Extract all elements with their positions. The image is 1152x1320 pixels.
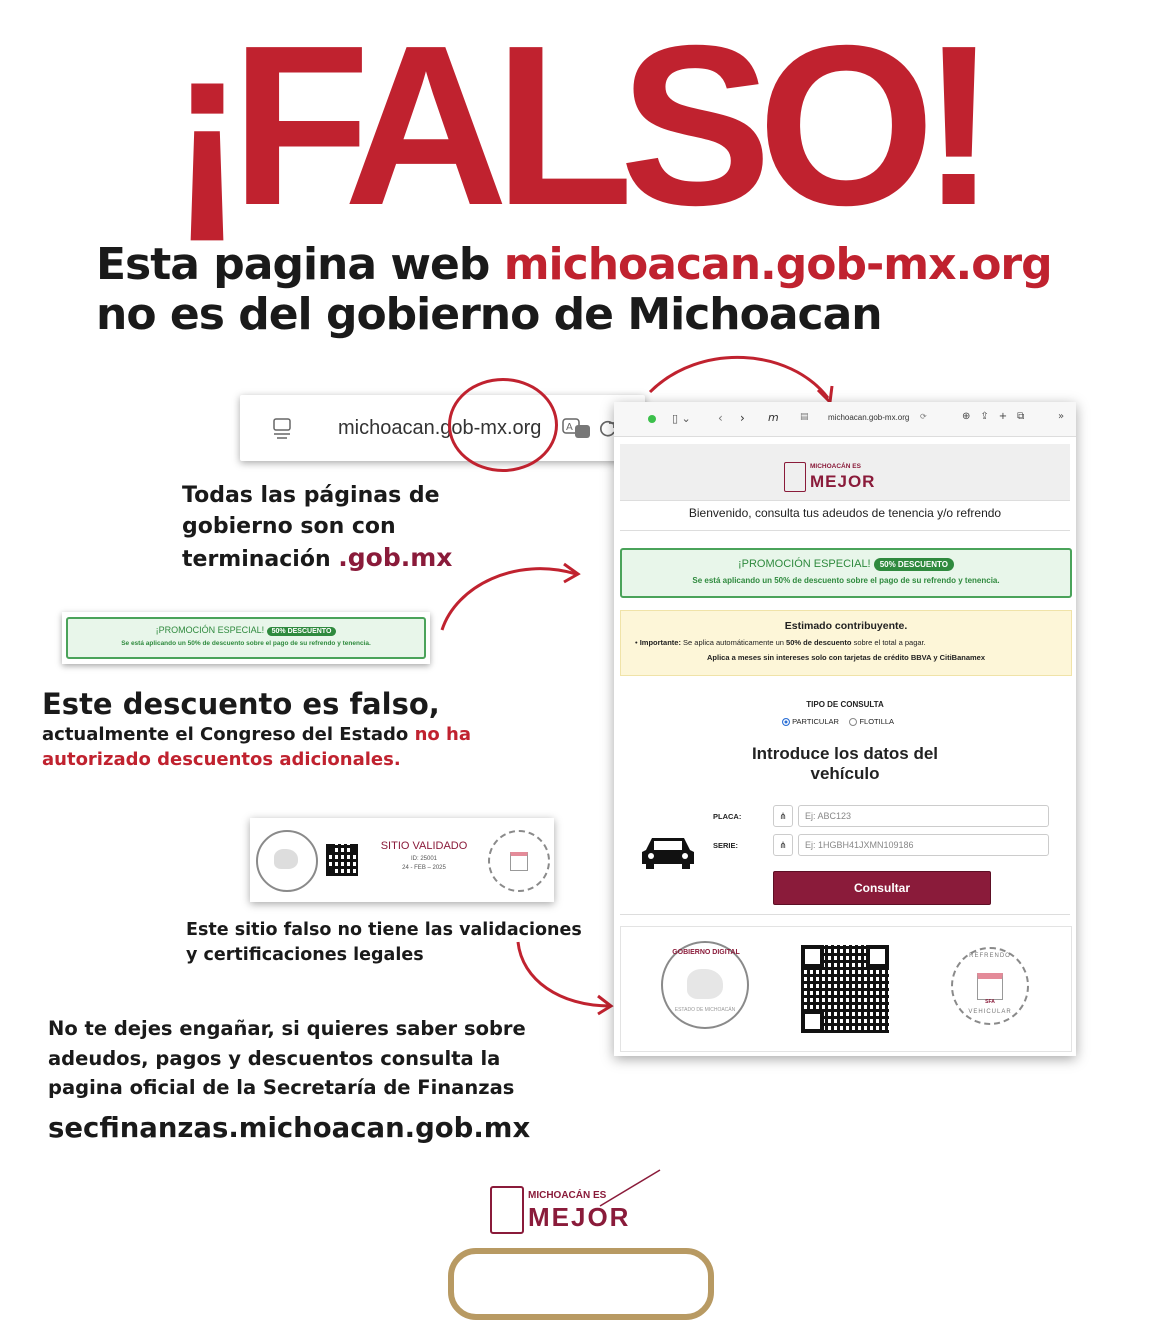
validated-screenshot [250, 818, 554, 902]
banner-title: ¡PROMOCIÓN ESPECIAL! [737, 558, 871, 570]
refrendo-seal-icon [488, 830, 550, 892]
site-logo-big: MEJOR [810, 472, 876, 491]
promo-title-row [68, 625, 424, 636]
map-shape-icon [274, 849, 298, 869]
promo-banner [620, 548, 1072, 598]
seal-left-bottom: ESTADO DE MICHOACÁN [674, 1007, 736, 1013]
consultar-button[interactable]: Consultar [773, 871, 991, 905]
car-icon [640, 832, 696, 874]
discount-title: Este descuento es falso [42, 687, 429, 721]
promo-title: ¡PROMOCIÓN ESPECIAL! [155, 625, 265, 635]
notice-line2: Aplica a meses sin intereses solo con tarjetas de crédito BBVA y CitiBanamex [706, 653, 986, 662]
translate-icon [562, 417, 592, 445]
state-shield-icon [784, 462, 806, 492]
reload-small-icon: ⟳ [920, 412, 927, 421]
refrendo-seal-large-icon [951, 947, 1029, 1025]
qr-code-icon [801, 945, 889, 1033]
official-url[interactable]: secfinanzas.michoacan.gob.mx [48, 1112, 531, 1144]
forward-icon: › [740, 411, 745, 425]
validated-date: 24 - FEB – 2025 [402, 865, 446, 871]
discount-title-row [42, 686, 471, 722]
notice-discount: 50% de descuento [786, 638, 852, 647]
divider-2 [620, 914, 1070, 915]
notice-important: Importante: [639, 638, 681, 647]
fake-url: michoacan.gob-mx.org [503, 239, 1052, 290]
notice-title: Estimado contribuyente. [784, 620, 908, 632]
serie-input[interactable]: Ej: 1HGBH41JXMN109186 [798, 834, 1049, 856]
gobierno-digital-seal-icon [256, 830, 318, 892]
domain-line1: Todas las páginas de [182, 483, 440, 508]
notice-text1: Se aplica automáticamente un [680, 638, 787, 647]
headline-prefix: Esta pagina web [96, 239, 504, 290]
placa-label: PLACA: [713, 812, 742, 821]
promo-text: Se está aplicando un 50% de descuento sobre el pago de su refrendo y tenencia. [121, 640, 371, 647]
arrow-top-icon [640, 350, 840, 410]
site-logo-small: MICHOACÁN ES [810, 463, 861, 470]
headline-line1 [96, 240, 1052, 290]
highlight-circle [448, 378, 558, 472]
qr-code-small-icon [326, 844, 358, 876]
notice-text2: sobre el total a pagar. [851, 638, 926, 647]
sidebar-toggle-icon: ▯ ⌄ [672, 412, 691, 425]
site-header [620, 444, 1070, 501]
seal-left-text: GOBIERNO DIGITAL [672, 949, 740, 956]
banner-text: Se está aplicando un 50% de descuento sobre el pago de su refrendo y tenencia. [692, 576, 1000, 585]
advice-line3: pagina oficial de la Secretaría de Finanzas [48, 1076, 515, 1099]
validated-id: ID: 25001 [410, 856, 438, 862]
url-text: michoacan.gob-mx.org [338, 417, 542, 439]
consult-options [782, 717, 894, 726]
falso-title: ¡FALSO! [169, 0, 983, 253]
arrow-middle-icon [436, 556, 586, 636]
page-small-icon: ▤ [800, 412, 809, 422]
svg-text:A: A [566, 422, 573, 433]
seal-right-bottom: VEHICULAR [968, 1009, 1012, 1015]
option-flotilla: FLOTILLA [859, 717, 895, 726]
banner-badge: 50% DESCUENTO [874, 558, 954, 571]
browser-url: michoacan.gob-mx.org [828, 413, 910, 422]
footer-logo-swoosh-icon [596, 1168, 662, 1208]
radio-flotilla[interactable] [849, 718, 857, 726]
notice-line1: • Importante: Se aplica automáticamente un 50% de descuento sobre el total a pagar. [635, 638, 926, 647]
headline-line2: no es del gobierno de Michoacan [96, 289, 882, 340]
consult-type-label: TIPO DE CONSULTA [806, 700, 884, 709]
promo-badge: 50% DESCUENTO [267, 627, 337, 636]
form-title-line2: vehículo [810, 764, 880, 783]
option-particular: PARTICULAR [792, 717, 839, 726]
plate-large-icon [977, 973, 1003, 1000]
seal-right-mid: SFA [985, 999, 995, 1005]
banner-title-row [622, 558, 1070, 571]
headline [96, 240, 1052, 340]
footer-shield-icon [490, 1186, 524, 1234]
advice-block [48, 1014, 526, 1103]
discount-annotation [42, 686, 471, 772]
state-map-icon [687, 969, 723, 999]
promo-box-mini [66, 617, 426, 659]
validated-text [374, 840, 474, 871]
url-bar-screenshot [240, 395, 645, 461]
divider [620, 530, 1070, 531]
fake-site-screenshot [614, 402, 1076, 1056]
domain-line3 [182, 542, 452, 575]
page-icon [272, 417, 292, 443]
discount-line2-prefix: actualmente el Congreso del Estado [42, 724, 415, 745]
toolbar-actions-icon: ⊕⇪+⧉ [962, 411, 1035, 422]
plate-icon [510, 852, 528, 871]
radio-particular[interactable] [782, 718, 790, 726]
overflow-icon: » [1058, 411, 1065, 422]
discount-line2-red: no ha [414, 724, 471, 745]
domain-suffix: .gob.mx [338, 543, 453, 572]
placa-prefix-icon: ⋔ [773, 805, 793, 827]
domain-line3-prefix: terminación [182, 547, 339, 572]
validation-line2: y certificaciones legales [186, 945, 424, 965]
form-title-line1: Introduce los datos del [751, 744, 939, 763]
serie-prefix-icon: ⋔ [773, 834, 793, 856]
footer-logo-small: MICHOACÁN ES [528, 1190, 607, 1201]
domain-annotation [182, 480, 452, 575]
promo-screenshot [62, 612, 430, 664]
arrow-bottom-icon [510, 940, 620, 1020]
advice-line1: No te dejes engañar, si quieres saber sobre [48, 1017, 526, 1040]
advice-line2: adeudos, pagos y descuentos consulta la [48, 1046, 501, 1070]
discount-line2 [42, 722, 471, 747]
welcome-text: Bienvenido, consulta tus adeudos de tenencia y/o refrendo [688, 506, 1002, 520]
bottom-frame [448, 1248, 714, 1320]
footer-logo-big: MEJOR [528, 1202, 631, 1232]
discount-comma: , [428, 687, 440, 721]
notice-box [620, 610, 1072, 676]
back-icon: ‹ [718, 411, 723, 425]
browser-toolbar [614, 402, 1076, 437]
window-dot-icon [648, 415, 656, 423]
extension-icon: m [768, 411, 779, 424]
form-title [620, 744, 1070, 784]
site-footer [620, 926, 1072, 1052]
validated-title: SITIO VALIDADO [380, 840, 468, 852]
discount-line3: autorizado descuentos adicionales. [42, 749, 401, 770]
placa-input[interactable]: Ej: ABC123 [798, 805, 1049, 827]
gobierno-digital-seal-large-icon [661, 941, 749, 1029]
validation-line1: Este sitio falso no tiene las validaciones [186, 920, 582, 940]
serie-label: SERIE: [713, 841, 739, 850]
domain-line2: gobierno son con [182, 514, 396, 539]
seal-right-top: REFRENDO [969, 953, 1011, 959]
